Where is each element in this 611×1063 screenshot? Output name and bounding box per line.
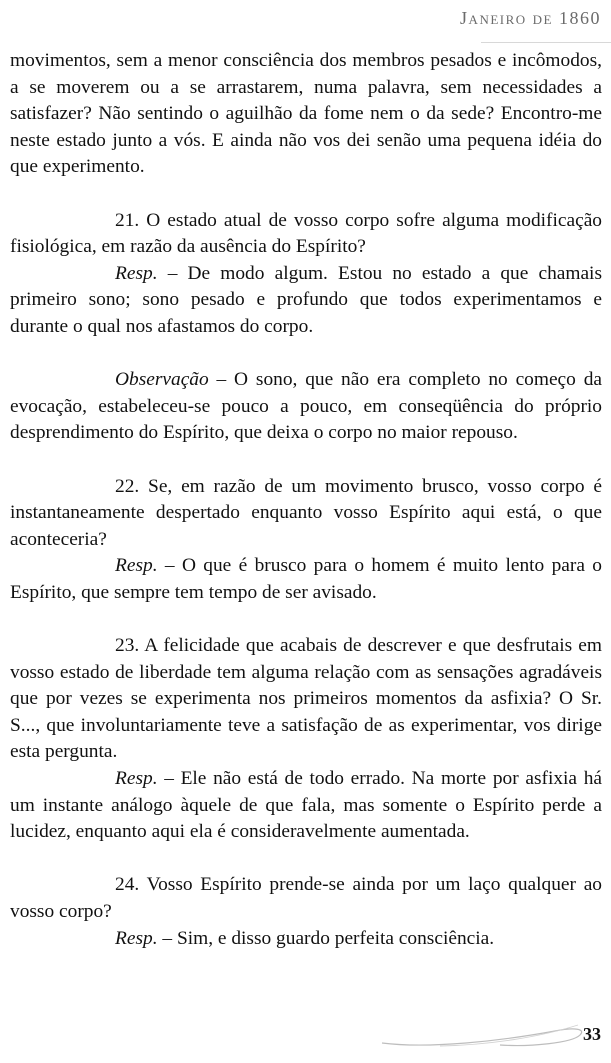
paragraph-continuation: movimentos, sem a menor consciência dos membros pesados e incômodos, a se moverem ou a se arrastarem, numa palavra, sem necessidades a satisfazer? Não sentindo o aguilhão da fome nem o da sede? Encontro-me neste estado junto a vós. E ainda não vos dei senão uma pequena idéia do que experimento. (10, 50, 602, 178)
answer-label: Resp. (115, 768, 158, 790)
page-number: 33 (583, 1024, 601, 1044)
answer-text: – O que é brusco para o homem é muito lento para o Espírito, que sempre tem tempo de ser avisado. (10, 555, 602, 603)
observation-text: – O sono, que não era completo no começo da evocação, estabeleceu-se pouco a pouco, em conseqüência do próprio desprendimento do Espírito, que deixa o corpo no maior repouso. (10, 369, 602, 444)
answer-21 (10, 261, 602, 341)
answer-label: Resp. (115, 927, 158, 949)
observation-label: Observação (115, 369, 209, 391)
answer-22 (10, 553, 602, 606)
answer-text: – Ele não está de todo errado. Na morte por asfixia há um instante análogo àquele de que fala, mas somente o Espírito perde a lucidez, enquanto aqui ela é consideravelmente aumentada. (10, 768, 602, 843)
question-23: 23. A felicidade que acabais de descrever e que desfrutais em vosso estado de liberdade tem alguma relação com as sensações agradáveis que por vezes se experimenta nos primeiros momentos da asfixia? O Sr. S..., que involuntariamente teve a satisfação de as experimentar, vos dirige esta pergunta. (10, 635, 602, 763)
question-22: 22. Se, em razão de um movimento brusco, vosso corpo é instantaneamente despertado enquanto vosso Espírito aqui está, o que aconteceria? (10, 475, 602, 550)
answer-24 (10, 926, 602, 953)
footer-swash-ornament (380, 1019, 590, 1053)
question-21: 21. O estado atual de vosso corpo sofre alguma modificação fisiológica, em razão da ausência do Espírito? (10, 209, 602, 258)
answer-text: – Sim, e disso guardo perfeita consciência. (157, 927, 495, 949)
answer-text: – De modo algum. Estou no estado a que chamais primeiro sono; sono pesado e profundo que todos experimentamos e durante o qual nos afastamos do corpo. (10, 262, 602, 337)
observation (10, 367, 602, 447)
answer-label: Resp. (115, 262, 158, 284)
question-24: 24. Vosso Espírito prende-se ainda por um laço qualquer ao vosso corpo? (10, 874, 602, 922)
header-rule (481, 42, 611, 43)
running-header: Janeiro de 1860 (460, 8, 601, 28)
page-body (10, 48, 602, 952)
answer-label: Resp. (115, 555, 158, 577)
answer-23 (10, 766, 602, 846)
